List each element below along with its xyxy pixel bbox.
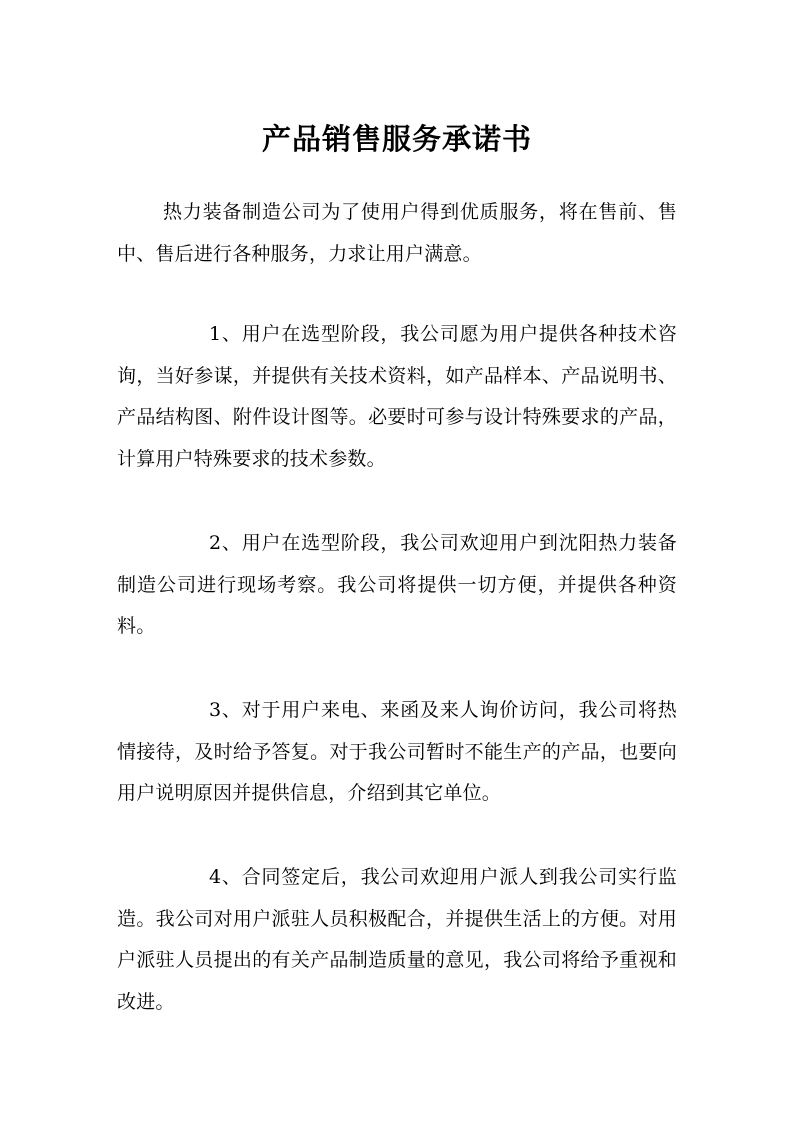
commitment-item-2: 2、用户在选型阶段，我公司欢迎用户到沈阳热力装备制造公司进行现场考察。我公司将提供一切方便，并提供各种资料。 bbox=[117, 532, 677, 637]
page-title: 产品销售服务承诺书 bbox=[261, 122, 532, 157]
commitment-item-3: 3、对于用户来电、来函及来人询价访问，我公司将热情接待，及时给予答复。对于我公司暂时不能生产的产品，也要向用户说明原因并提供信息，介绍到其它单位。 bbox=[117, 699, 677, 804]
commitment-item-1: 1、用户在选型阶段，我公司愿为用户提供各种技术咨询，当好参谋，并提供有关技术资料，如产品样本、产品说明书、产品结构图、附件设计图等。必要时可参与设计特殊要求的产品，计算用户特殊要求的技术参数。 bbox=[117, 323, 677, 470]
intro-paragraph: 热力装备制造公司为了使用户得到优质服务，将在售前、售中、售后进行各种服务，力求让用户满意。 bbox=[117, 201, 677, 265]
commitment-item-4: 4、合同签定后，我公司欢迎用户派人到我公司实行监造。我公司对用户派驻人员积极配合，并提供生活上的方便。对用户派驻人员提出的有关产品制造质量的意见，我公司将给予重视和改进。 bbox=[117, 866, 677, 1013]
